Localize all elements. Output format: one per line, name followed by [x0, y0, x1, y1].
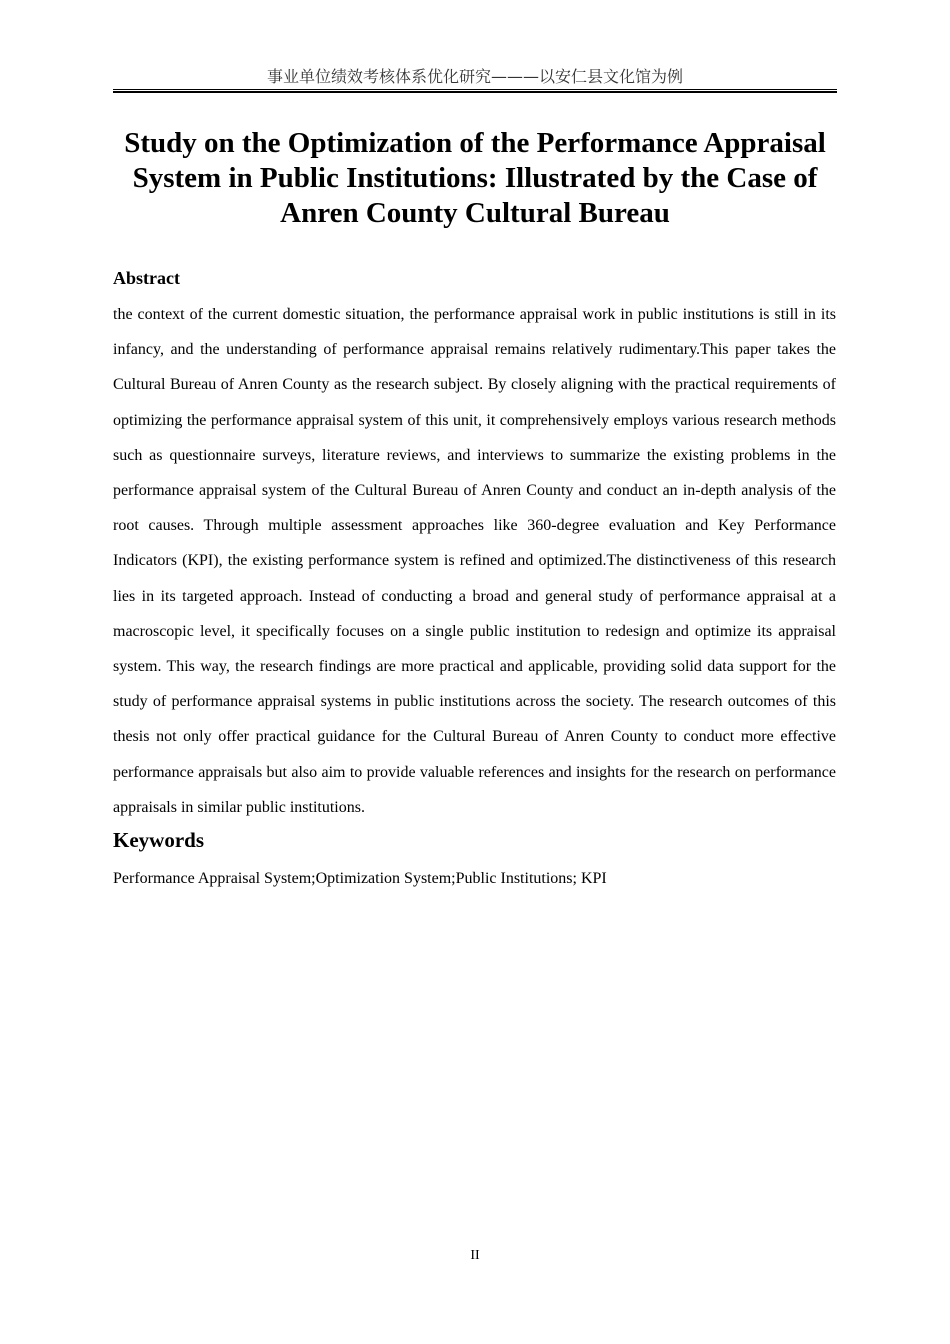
abstract-body: the context of the current domestic situation, the performance appraisal work in public institutions is still in its infancy, and the understanding of performance appraisal remains relatively rudimentary.This paper takes the Cultural Bureau of Anren County as the research subject. By closely aligning with the practical requirements of optimizing the performance appraisal system of this unit, it comprehensively employs various research methods such as questionnaire surveys, literature reviews, and interviews to summarize the existing problems in the performance appraisal system of the Cultural Bureau of Anren County and conduct an in-depth analysis of the root causes. Through multiple assessment approaches like 360-degree evaluation and Key Performance Indicators (KPI), the existing performance system is refined and optimized.The distinctiveness of this research lies in its targeted approach. Instead of conducting a broad and general study of performance appraisal at a macroscopic level, it specifically focuses on a single public institution to redesign and optimize its appraisal system. This way, the research findings are more practical and applicable, providing solid data support for the study of performance appraisal systems in public institutions across the society. The research outcomes of this thesis not only offer practical guidance for the Cultural Bureau of Anren County to conduct more effective performance appraisals but also aim to provide valuable references and insights for the research on performance appraisals in similar public institutions.	[113, 306, 836, 816]
keywords-heading: Keywords	[113, 828, 204, 852]
keywords-body: Performance Appraisal System;Optimization System;Public Institutions; KPI	[113, 870, 607, 887]
abstract-heading: Abstract	[113, 268, 180, 288]
header-double-rule	[113, 89, 837, 93]
running-header: 事业单位绩效考核体系优化研究———以安仁县文化馆为例	[266, 67, 683, 86]
page-number: II	[470, 1248, 480, 1263]
paper-title: Study on the Optimization of the Performance Appraisal System in Public Institutions: Illustrated by the Case of Anren County Cultural Bureau	[124, 127, 826, 229]
